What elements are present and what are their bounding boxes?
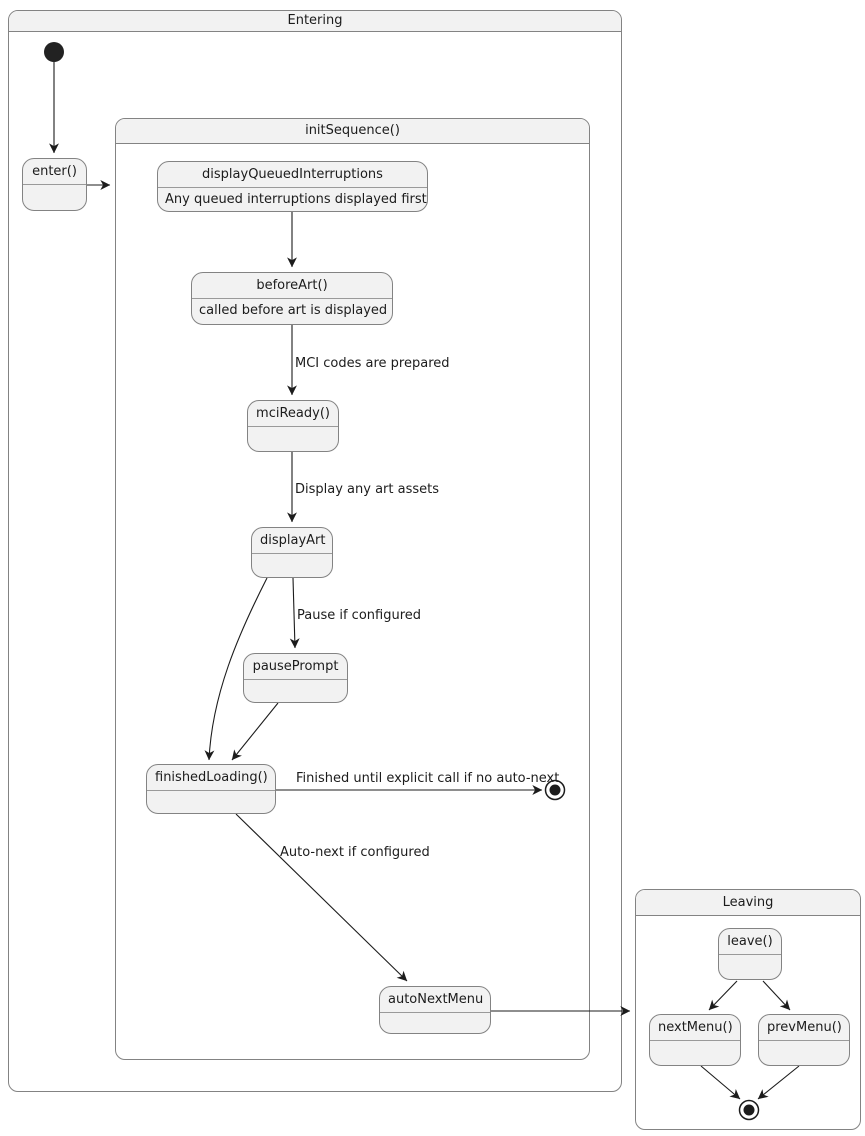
state-auto-next-menu-label: autoNextMenu [388, 992, 484, 1007]
state-before-art-description: called before art is displayed [192, 298, 392, 324]
state-pause-prompt-body [244, 679, 347, 702]
state-finished-loading-label: finishedLoading() [155, 770, 268, 785]
edge-pause-prompt-to-finished-loading [232, 703, 278, 760]
state-mci-ready-label: mciReady() [256, 406, 330, 421]
state-prev-menu-body [759, 1040, 849, 1065]
state-pause-prompt [243, 653, 348, 703]
state-leave [718, 928, 782, 980]
state-enter [22, 158, 87, 211]
state-next-menu [649, 1014, 741, 1066]
state-next-menu-body [650, 1040, 740, 1065]
state-enter-body [23, 184, 86, 210]
edge-label-display-assets: Display any art assets [295, 482, 440, 497]
edge-label-auto-next: Auto-next if configured [280, 845, 430, 860]
state-before-art [191, 272, 393, 325]
final-state-icon [740, 1101, 759, 1120]
initial-state-icon [44, 42, 64, 62]
state-leave-body [719, 954, 781, 979]
state-display-art [251, 527, 333, 578]
state-auto-next-menu-body [380, 1012, 490, 1033]
edge-next-menu-to-final [701, 1066, 740, 1099]
state-auto-next-menu [379, 986, 491, 1034]
state-display-queued-interruptions [157, 161, 428, 212]
container-init-sequence-title: initSequence() [116, 119, 589, 144]
state-finished-loading-body [147, 790, 275, 813]
edge-prev-menu-to-final [758, 1066, 799, 1099]
state-enter-label: enter() [32, 164, 77, 179]
edge-label-finished-until: Finished until explicit call if no auto-next [296, 771, 560, 786]
edge-leave-to-prev-menu [763, 981, 790, 1010]
state-mci-ready-body [248, 426, 338, 451]
state-prev-menu-label: prevMenu() [767, 1020, 842, 1035]
edge-display-art-to-pause-prompt [293, 578, 295, 648]
state-display-queued-interruptions-description: Any queued interruptions displayed first [158, 187, 427, 212]
edge-label-pause-if-configured: Pause if configured [297, 608, 422, 623]
container-entering-title: Entering [9, 11, 621, 32]
state-mci-ready [247, 400, 339, 452]
state-prev-menu [758, 1014, 850, 1066]
state-display-art-label: displayArt [260, 533, 326, 548]
state-pause-prompt-label: pausePrompt [252, 659, 339, 674]
state-leave-label: leave() [727, 934, 773, 949]
state-display-art-body [252, 553, 332, 577]
state-display-queued-interruptions-label: displayQueuedInterruptions [202, 167, 383, 182]
edge-leave-to-next-menu [709, 981, 737, 1010]
edge-finished-loading-to-auto-next-menu [236, 814, 407, 981]
state-before-art-label: beforeArt() [256, 278, 328, 293]
container-leaving-title: Leaving [636, 890, 860, 916]
state-next-menu-label: nextMenu() [658, 1020, 733, 1035]
state-finished-loading [146, 764, 276, 814]
edge-label-mci-codes: MCI codes are prepared [295, 356, 450, 371]
